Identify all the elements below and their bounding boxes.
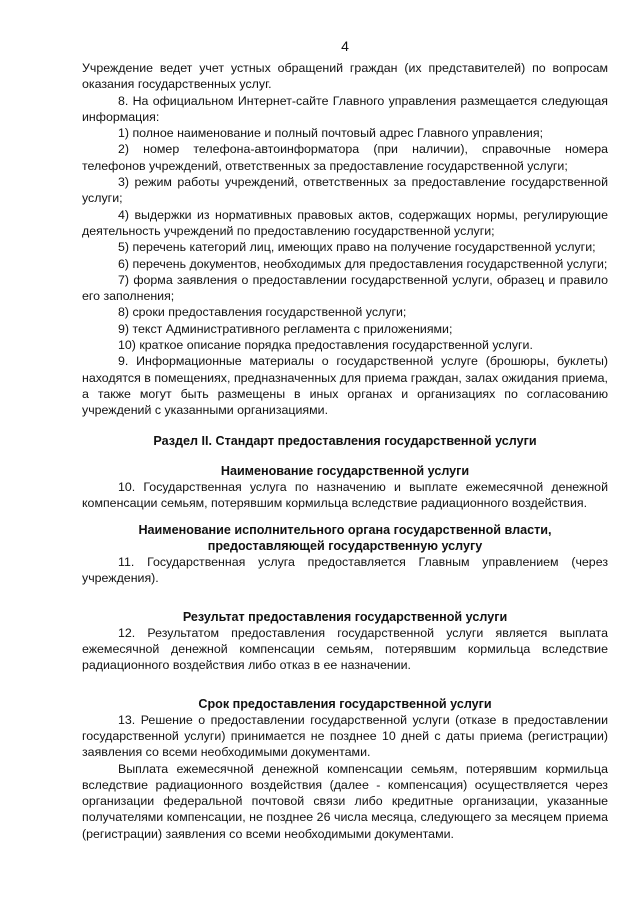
paragraph-13: 13. Решение о предоставлении государственной услуги (отказе в предоставлении государственной услуги) принимается не позднее 10 дней с даты приема (регистрации) заявления со всеми необходимыми документами. [82, 712, 608, 760]
heading-term: Срок предоставления государственной услуги [198, 696, 492, 711]
paragraph-10: 10. Государственная услуга по назначению и выплате ежемесячной денежной компенсации семьям, потерявшим кормильца вследствие радиационного воздействия. [82, 479, 608, 510]
heading-executive-body-line2: предоставляющей государственную услугу [207, 539, 483, 554]
paragraph-13b: Выплата ежемесячной денежной компенсации семьям, потерявшим кормильца вследствие радиационного воздействия (далее - компенсация) осуществляется через организации федеральной почтовой связи либо кредитные организации, указанные получателями компенсации, не позднее 26 числа месяца, следующего за месяцем приема (регистрации) заявления со всеми необходимыми документами. [82, 761, 608, 841]
list-item: 10) краткое описание порядка предоставления государственной услуги. [118, 338, 533, 353]
list-item: 9) текст Административного регламента с приложениями; [118, 321, 453, 336]
paragraph-12: 12. Результатом предоставления государственной услуги является выплата ежемесячной денежной компенсации семьям, потерявшим кормильца вследствие радиационного воздействия либо отказ в ее назначении. [82, 625, 608, 673]
paragraph-8: 8. На официальном Интернет-сайте Главного управления размещается следующая информация: [82, 93, 608, 124]
heading-result: Результат предоставления государственной услуги [182, 609, 508, 624]
list-item: 4) выдержки из нормативных правовых актов, содержащих нормы, регулирующие деятельность учреждений по предоставлению государственной услуги; [82, 207, 608, 238]
page-number: 4 [341, 38, 349, 54]
list-item: 1) полное наименование и полный почтовый адрес Главного управления; [118, 126, 544, 141]
list-item: 5) перечень категорий лиц, имеющих право на получение государственной услуги; [118, 240, 596, 255]
list-item: 8) сроки предоставления государственной услуги; [118, 305, 407, 320]
list-item: 3) режим работы учреждений, ответственных за предоставление государственной услуги; [82, 175, 608, 206]
list-item: 6) перечень документов, необходимых для предоставления государственной услуги; [118, 256, 608, 271]
paragraph-9: 9. Информационные материалы о государственной услуге (брошюры, буклеты) находятся в помещениях, предназначенных для приема граждан, залах ожидания приема, а также могут быть размещены в иных органах и организациях по согласованию учреждений с указанными организациями. [82, 354, 608, 418]
section-2-title: Раздел II. Стандарт предоставления государственной услуги [153, 433, 537, 448]
list-item: 7) форма заявления о предоставлении государственной услуги, образец и правило его заполнения; [82, 272, 608, 304]
heading-executive-body-line1: Наименование исполнительного органа государственной власти, [138, 523, 552, 538]
list-item: 2) номер телефона-автоинформатора (при наличии), справочные номера телефонов учреждений, ответственных за предоставление государственной услуги; [82, 142, 608, 173]
paragraph-intro: Учреждение ведет учет устных обращений граждан (их представителей) по вопросам оказания государственных услуг. [82, 61, 608, 92]
heading-service-name: Наименование государственной услуги [220, 463, 470, 478]
paragraph-11: 11. Государственная услуга предоставляется Главным управлением (через учреждения). [82, 555, 608, 586]
